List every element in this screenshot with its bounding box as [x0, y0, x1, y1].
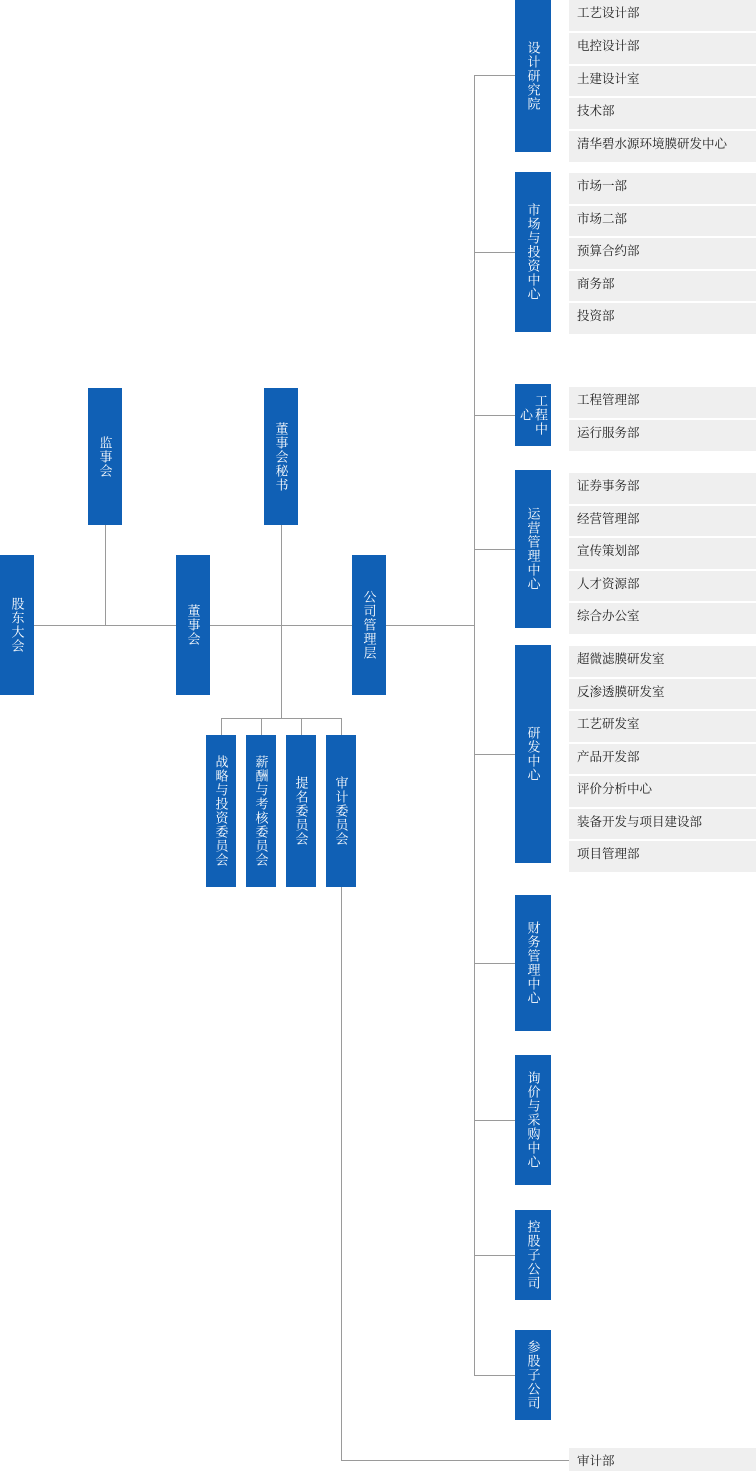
node-management[interactable]: 公司管理层: [352, 555, 386, 695]
leaf-dept[interactable]: 商务部: [569, 271, 756, 302]
connector-committee-4: [341, 718, 342, 735]
node-board-secretary[interactable]: 董事会秘书: [264, 388, 298, 525]
leaf-dept[interactable]: 电控设计部: [569, 33, 756, 65]
leaf-dept[interactable]: 项目管理部: [569, 841, 756, 873]
node-center-design-institute[interactable]: 设计研究院: [515, 0, 551, 152]
leaf-dept[interactable]: 工程管理部: [569, 387, 756, 419]
node-committee-nomination[interactable]: 提名委员会: [286, 735, 316, 887]
node-center-operations[interactable]: 运营管理中心: [515, 470, 551, 628]
connector-center-7: [474, 1120, 515, 1121]
leaf-dept[interactable]: 综合办公室: [569, 603, 756, 635]
leaf-dept[interactable]: 工艺研发室: [569, 711, 756, 743]
connector-center-3: [474, 415, 515, 416]
node-committee-strategy[interactable]: 战略与投资委员会: [206, 735, 236, 887]
leaf-audit-department[interactable]: 审计部: [569, 1448, 756, 1472]
leaf-dept[interactable]: 装备开发与项目建设部: [569, 809, 756, 840]
leaf-dept[interactable]: 清华碧水源环境膜研发中心: [569, 131, 756, 163]
leaf-dept[interactable]: 市场二部: [569, 206, 756, 237]
node-equity-subsidiary[interactable]: 参股子公司: [515, 1330, 551, 1420]
node-center-market-investment[interactable]: 市场与投资中心: [515, 172, 551, 332]
connector-center-8: [474, 1255, 515, 1256]
connector-center-9: [474, 1375, 515, 1376]
connector-center-2: [474, 252, 515, 253]
node-board[interactable]: 董事会: [176, 555, 210, 695]
connector-board-secretary: [281, 525, 282, 625]
leaf-dept[interactable]: 投资部: [569, 303, 756, 335]
connector-spine-main: [34, 625, 474, 626]
leaf-dept[interactable]: 经营管理部: [569, 506, 756, 537]
node-holding-subsidiary[interactable]: 控股子公司: [515, 1210, 551, 1300]
connector-committee-3: [301, 718, 302, 735]
node-center-finance[interactable]: 财务管理中心: [515, 895, 551, 1031]
node-committee-compensation[interactable]: 薪酬与考核委员会: [246, 735, 276, 887]
leaf-dept[interactable]: 市场一部: [569, 173, 756, 205]
node-center-engineering[interactable]: 工程中心: [515, 384, 551, 446]
leaf-dept[interactable]: 运行服务部: [569, 420, 756, 452]
node-supervisors[interactable]: 监事会: [88, 388, 122, 525]
connector-supervisors: [105, 525, 106, 625]
leaf-dept[interactable]: 预算合约部: [569, 238, 756, 270]
node-center-rnd[interactable]: 研发中心: [515, 645, 551, 863]
connector-committee-bus: [221, 718, 342, 719]
connector-center-4: [474, 549, 515, 550]
node-committee-audit[interactable]: 审计委员会: [326, 735, 356, 887]
node-shareholders[interactable]: 股东大会: [0, 555, 34, 695]
leaf-dept[interactable]: 土建设计室: [569, 66, 756, 97]
connector-board-down: [281, 625, 282, 718]
connector-center-5: [474, 754, 515, 755]
connector-center-6: [474, 963, 515, 964]
leaf-dept[interactable]: 人才资源部: [569, 571, 756, 602]
leaf-dept[interactable]: 证券事务部: [569, 473, 756, 505]
node-center-procurement[interactable]: 询价与采购中心: [515, 1055, 551, 1185]
connector-audit-down: [341, 887, 342, 1460]
leaf-dept[interactable]: 工艺设计部: [569, 0, 756, 32]
leaf-dept[interactable]: 宣传策划部: [569, 538, 756, 570]
leaf-dept[interactable]: 反渗透膜研发室: [569, 679, 756, 710]
leaf-dept[interactable]: 评价分析中心: [569, 776, 756, 808]
leaf-dept[interactable]: 产品开发部: [569, 744, 756, 775]
connector-centers-bus: [474, 75, 475, 1375]
connector-audit-dept: [341, 1460, 569, 1461]
connector-committee-2: [261, 718, 262, 735]
leaf-dept[interactable]: 超微滤膜研发室: [569, 646, 756, 678]
connector-committee-1: [221, 718, 222, 735]
leaf-dept[interactable]: 技术部: [569, 98, 756, 130]
connector-center-1: [474, 75, 515, 76]
